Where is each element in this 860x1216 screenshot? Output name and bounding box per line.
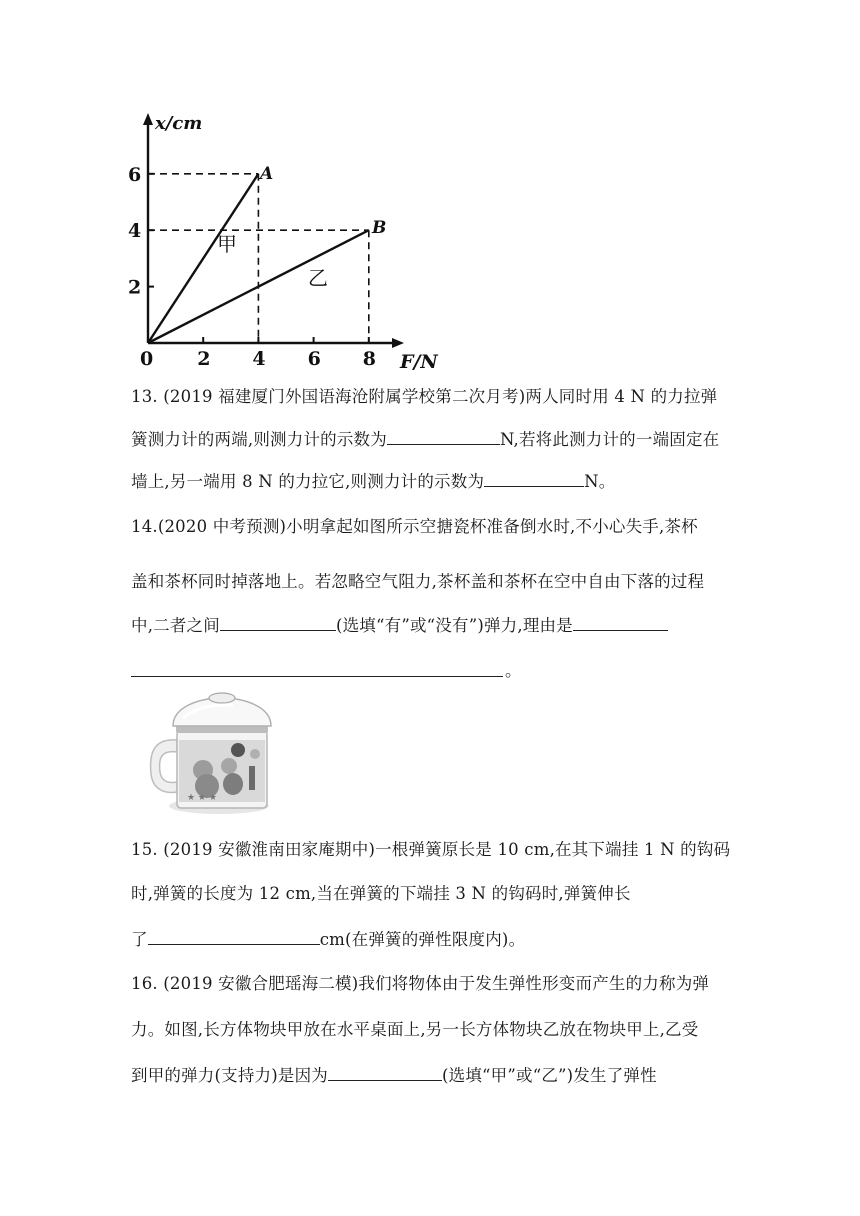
- svg-text:★ ★ ★: ★ ★ ★: [187, 793, 217, 803]
- line-yi-label: 乙: [308, 266, 328, 290]
- y-axis-arrow: [143, 113, 153, 125]
- enamel-cup-image: [143, 688, 283, 820]
- q13-line-3-pre: 墙上,另一端用 8 N 的力拉它,则测力计的示数为: [131, 472, 485, 491]
- y-axis-label: x/cm: [155, 113, 203, 134]
- point-a-label: A: [260, 164, 274, 184]
- q16-line-3-pre: 到甲的弹力(支持力)是因为: [131, 1066, 328, 1085]
- q13-line-3: [131, 470, 616, 493]
- q14-line-3-mid: (选填“有”或“没有”)弹力,理由是: [335, 616, 573, 635]
- q14-blank-2a[interactable]: [573, 614, 668, 631]
- q14-line-4-end: 。: [505, 661, 522, 680]
- q16-blank-1[interactable]: [328, 1064, 442, 1081]
- x-tick-label-4: 8: [362, 348, 377, 370]
- y-tick-label-3: 6: [128, 163, 142, 186]
- line-jia-label: 甲: [217, 232, 237, 256]
- series-line-1: [148, 174, 258, 343]
- q16-line-2: 力。如图,长方体物块甲放在水平桌面上,另一长方体物块乙放在物块甲上,乙受: [131, 1020, 699, 1039]
- q16-line-3-post: (选填“甲”或“乙”)发生了弹性: [441, 1066, 657, 1085]
- q13-blank-2[interactable]: [484, 470, 584, 487]
- x-tick-label-2: 4: [252, 348, 266, 370]
- q15-line-1: 15. (2019 安徽淮南田家庵期中)一根弹簧原长是 10 cm,在其下端挂 1 N 的钩码: [131, 840, 731, 859]
- q13-blank-1[interactable]: [387, 428, 500, 445]
- q13-line-3-post: N。: [584, 472, 616, 491]
- q14-line-3: [131, 614, 668, 637]
- q15-line-2: 时,弹簧的长度为 12 cm,当在弹簧的下端挂 3 N 的钩码时,弹簧伸长: [131, 884, 631, 903]
- q16-line-1: 16. (2019 安徽合肥瑶海二模)我们将物体由于发生弹性形变而产生的力称为弹: [131, 974, 710, 993]
- force-extension-graph: [128, 105, 458, 380]
- q16-line-3: [131, 1064, 657, 1087]
- q13-line-2: [131, 428, 719, 451]
- x-tick-label-1: 2: [197, 348, 211, 370]
- q13-line-2-pre: 簧测力计的两端,则测力计的示数为: [131, 430, 387, 449]
- point-b-label: B: [372, 218, 387, 238]
- q14-line-3-pre: 中,二者之间: [131, 616, 220, 635]
- x-tick-label-3: 6: [307, 348, 321, 370]
- q15-line-3-post: cm(在弹簧的弹性限度内)。: [319, 930, 526, 949]
- q14-line-2: 盖和茶杯同时掉落地上。若忽略空气阻力,茶杯盖和茶杯在空中自由下落的过程: [131, 572, 705, 591]
- x-axis-arrow: [392, 338, 404, 348]
- x-axis-label: F/N: [400, 351, 438, 373]
- q15-line-3: [131, 928, 525, 951]
- q13-line-2-post: N,若将此测力计的一端固定在: [499, 430, 720, 449]
- y-tick-label-1: 2: [128, 276, 142, 299]
- q14-line-1: 14.(2020 中考预测)小明拿起如图所示空搪瓷杯准备倒水时,不小心失手,茶杯: [131, 517, 698, 536]
- q15-blank-1[interactable]: [148, 928, 320, 945]
- q15-line-3-pre: 了: [131, 930, 148, 949]
- q14-blank-2b[interactable]: [131, 676, 503, 677]
- q13-line-1: 13. (2019 福建厦门外国语海沧附属学校第二次月考)两人同时用 4 N 的力拉弹: [131, 387, 718, 406]
- y-tick-label-2: 4: [128, 220, 142, 243]
- q14-blank-1[interactable]: [220, 614, 336, 631]
- origin-label: 0: [140, 348, 154, 370]
